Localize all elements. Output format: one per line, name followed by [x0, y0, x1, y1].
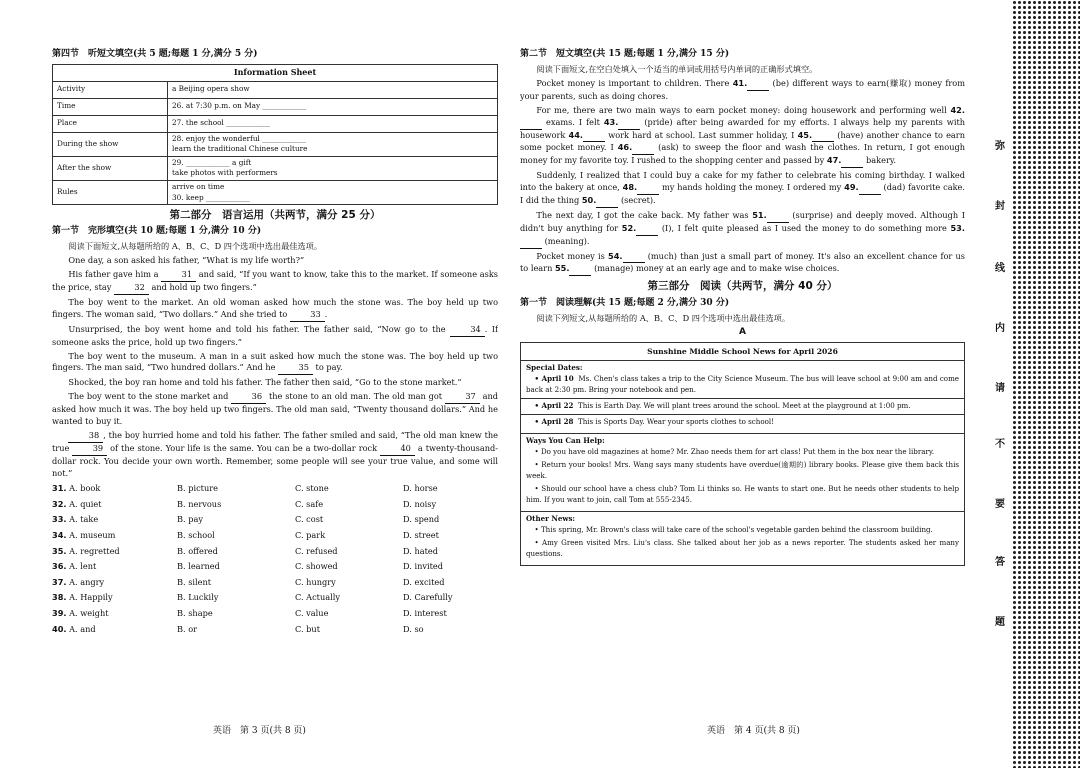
option-a: [52, 591, 177, 607]
blank-number: 41.: [732, 77, 748, 88]
option-row: [52, 513, 498, 529]
blank-number: 53.: [950, 222, 965, 233]
option-row: [52, 481, 498, 497]
question-number: 31.: [52, 483, 67, 494]
option-a-text: A. and: [69, 623, 96, 634]
passage-paragraph: [520, 105, 965, 168]
news-box: [520, 342, 965, 567]
passage-text: Pocket money is: [536, 250, 609, 261]
option-a: [52, 575, 177, 591]
option-b: B. Luckily: [177, 592, 219, 603]
reading-section-title: 第一节 阅读理解(共 15 题;每题 2 分,满分 30 分): [520, 297, 730, 308]
blank-number: 52.: [621, 222, 637, 233]
blank-number: 50.: [581, 194, 597, 205]
page-footer-left: 英语 第 3 页(共 8 页): [213, 726, 306, 736]
cloze-blank: 34: [450, 324, 485, 337]
passage-text: (manage) money at an early age and to make wise choices.: [591, 263, 840, 274]
story-text: The boy went to the stone market and: [68, 391, 232, 402]
sheet-value: [168, 180, 498, 204]
other-news-heading: Other News:: [526, 513, 576, 523]
sheet-line: take photos with performers: [172, 168, 278, 178]
option-a-text: A. weight: [69, 608, 109, 618]
ways-to-help: [521, 434, 964, 512]
story-paragraph: [52, 297, 498, 322]
option-a: [52, 559, 177, 575]
fill-blank: [859, 182, 881, 195]
passage-text: (have) another chance to earn some pocket money. I: [520, 129, 965, 153]
dot-pattern-margin: [1012, 0, 1080, 768]
blank-number: 45.: [797, 129, 813, 140]
seal-line-char: 要: [995, 499, 1005, 510]
story-text: His father gave him a: [68, 269, 162, 280]
option-c: C. Actually: [295, 592, 340, 603]
fill-blank: [767, 210, 789, 223]
sheet-label: Place: [53, 115, 168, 132]
option-c: C. hungry: [295, 576, 336, 587]
date-text: Ms. Chen's class takes a trip to the City Science Museum. The bus will leave school at 9:00 am and come back at 2:30 pm. Bring your notebook and pen.: [526, 373, 960, 394]
option-a: [52, 497, 177, 513]
option-d: D. invited: [403, 561, 443, 572]
option-c: C. stone: [295, 483, 329, 494]
option-d: D. Carefully: [403, 592, 453, 603]
story-paragraph: [52, 255, 498, 267]
other-news: [521, 512, 964, 565]
fill-blank: [520, 236, 542, 249]
passage-text: Pocket money is important to children. There: [536, 77, 733, 88]
fill-blank: [583, 130, 605, 143]
story-text: Unsurprised, the boy went home and told his father. The father said, “Now go to the: [68, 323, 450, 334]
option-d: D. interest: [403, 608, 447, 618]
story-text: , the boy hurried home and told his father. The father smiled and said, “The old man knew the true: [52, 429, 498, 453]
passage-text: For me, there are two main ways to earn pocket money: doing housework and performing well: [536, 104, 951, 115]
information-sheet: [52, 64, 498, 205]
sheet-line: 28. enjoy the wonderful ____________: [172, 133, 306, 143]
fill-blank: [596, 195, 618, 208]
passage-paragraph: [520, 78, 965, 103]
cloze-instructions: 阅读下面短文,从每题所给的 A、B、C、D 四个选项中选出最佳选项。: [68, 241, 323, 252]
blank-number: 42.: [950, 104, 965, 115]
date-text: This is Earth Day. We will plant trees around the school. Meet at the playground at 1:00 pm.: [577, 400, 911, 410]
sheet-label: After the show: [53, 156, 168, 180]
sheet-value: [168, 132, 498, 156]
fill-section-title: 第二节 短文填空(共 15 题;每题 1 分,满分 15 分): [520, 49, 730, 59]
option-a-text: A. angry: [69, 576, 105, 587]
seal-line-char: 封: [995, 201, 1005, 212]
cloze-blank: 39: [72, 443, 107, 456]
option-b: B. offered: [177, 545, 218, 556]
blank-number: 47.: [826, 155, 842, 166]
passage-text: my hands holding the money. I ordered my: [659, 182, 845, 193]
fill-blank: [636, 223, 658, 236]
question-number: 33.: [52, 514, 67, 525]
fill-blank: [520, 117, 542, 130]
passage-text: (dad) favorite cake. I did the thing: [520, 182, 965, 205]
blank-number: 46.: [617, 142, 633, 153]
special-dates: [521, 361, 964, 434]
sheet-row: [53, 180, 498, 204]
sheet-value: [168, 156, 498, 180]
question-number: 37.: [52, 576, 67, 587]
sheet-line: 29. ____________ a gift: [172, 157, 252, 167]
story-paragraph: [52, 430, 498, 480]
passage-label: A: [739, 327, 746, 338]
passage-paragraph: [520, 251, 965, 277]
passage-text: (secret).: [618, 194, 656, 205]
option-row: [52, 497, 498, 513]
sheet-label: Time: [53, 98, 168, 115]
fill-blank: [632, 142, 654, 155]
option-c: C. park: [295, 530, 326, 541]
option-row: [52, 544, 498, 560]
fill-passage: [520, 78, 965, 276]
story-text: The boy went to the market. An old woman asked how much the stone was. The boy held up two fingers. The woman said, “Two dollars.” And she tried to: [52, 296, 498, 319]
passage-text: exams. I felt: [542, 116, 604, 127]
cloze-blank: 36: [231, 391, 266, 404]
sheet-line: 27. the school ____________: [172, 118, 270, 128]
sheet-line: learn the traditional Chinese culture: [172, 144, 308, 154]
passage-text: Suddenly, I realized that I could buy a cake for my father to celebrate his coming birthday. I walked into the bakery at once,: [520, 170, 965, 193]
blank-number: 54.: [608, 250, 623, 261]
cloze-blank: 31: [161, 269, 196, 282]
option-b: B. silent: [177, 576, 212, 587]
passage-text: bakery.: [863, 155, 896, 166]
seal-line-char: 线: [995, 263, 1005, 274]
option-a: [52, 528, 177, 544]
passage-text: (ask) to sweep the floor and wash the clothes. In return, I got enough money for my favorite toy. I rushed to the shopping center and passed by: [520, 142, 965, 166]
option-b: B. shape: [177, 608, 213, 618]
seal-line-char: 题: [995, 617, 1005, 628]
story-text: . If someone asks the price, hold up two fingers.”: [52, 323, 498, 347]
seal-line-char: 内: [995, 323, 1005, 334]
option-a-text: A. Happily: [69, 592, 113, 603]
option-a-text: A. museum: [69, 530, 116, 541]
option-c: C. cost: [295, 514, 324, 525]
date-text: This is Sports Day. Wear your sports clothes to school!: [577, 416, 775, 426]
sheet-title: Information Sheet: [53, 65, 498, 82]
option-c: C. but: [295, 623, 320, 634]
option-b: B. learned: [177, 561, 220, 572]
page-footer-right: 英语 第 4 页(共 8 页): [707, 726, 800, 736]
fill-blank: [841, 155, 863, 168]
right-page: [520, 46, 965, 566]
sheet-row: [53, 132, 498, 156]
story-text: One day, a son asked his father, “What is my life worth?”: [68, 255, 305, 266]
seal-line-char: 不: [995, 439, 1005, 450]
story-text: Shocked, the boy ran home and told his father. The father then said, “Go to the stone market.”: [68, 377, 462, 388]
story-text: and said, “If you want to know, take this to the market. If someone asks the price, stay: [52, 269, 498, 293]
sheet-line: 26. at 7:30 p.m. on May ____________: [172, 101, 307, 111]
option-a-text: A. lent: [69, 561, 97, 572]
passage-paragraph: [520, 170, 965, 208]
date-label: • April 10: [534, 373, 574, 383]
help-item: • Do you have old magazines at home? Mr. Zhao needs them for art class! Put them in the box near the library.: [534, 447, 935, 456]
sheet-row: [53, 156, 498, 180]
cloze-story: [52, 255, 498, 479]
option-d: D. spend: [403, 514, 440, 525]
passage-text: (much) than just a small part of money. It's also an excellent chance for us to learn: [520, 250, 965, 274]
section4-title: 第四节 听短文填空(共 5 题;每题 1 分,满分 5 分): [52, 49, 258, 59]
option-c: C. showed: [295, 561, 338, 572]
special-date-item: [521, 414, 964, 428]
ways-to-help-heading: Ways You Can Help:: [526, 435, 605, 445]
passage-text: (meaning).: [542, 235, 590, 246]
special-date-item: [526, 374, 959, 396]
special-date-item: [521, 398, 964, 412]
story-paragraph: [52, 324, 498, 349]
story-text: and asked how much it was. The boy held up two fingers. The old man said, “Twenty thousand dollars.” And he wanted to buy it.: [52, 391, 498, 426]
option-d: D. noisy: [403, 498, 437, 509]
sheet-value: [168, 98, 498, 115]
option-b: B. pay: [177, 514, 203, 525]
option-a-text: A. take: [69, 514, 99, 525]
sheet-row: [53, 115, 498, 132]
fill-instructions: 阅读下面短文,在空白处填入一个适当的单词或用括号内单词的正确形式填空。: [536, 64, 818, 75]
option-d: D. street: [403, 530, 439, 541]
question-number: 39.: [52, 608, 67, 618]
option-b: B. picture: [177, 483, 218, 494]
option-a: [52, 481, 177, 497]
option-c: C. safe: [295, 498, 324, 509]
option-a-text: A. regretted: [69, 545, 120, 556]
option-b: B. nervous: [177, 498, 222, 509]
sheet-row: [53, 98, 498, 115]
blank-number: 55.: [554, 263, 570, 274]
story-text: of the stone. Your life is the same. You can be a two-dollar rock: [107, 442, 381, 453]
cloze-section-title: 第一节 完形填空(共 10 题;每题 1 分,满分 10 分): [52, 226, 262, 237]
option-row: [52, 559, 498, 575]
fill-blank: [747, 78, 769, 91]
option-a: [52, 513, 177, 529]
option-b: B. or: [177, 623, 198, 634]
story-text: the stone to an old man. The old man got: [266, 391, 445, 402]
cloze-blank: 38: [68, 430, 103, 443]
story-text: .: [324, 308, 328, 319]
option-a: [52, 606, 177, 622]
option-row: [52, 622, 498, 638]
option-a: [52, 544, 177, 560]
question-number: 36.: [52, 561, 67, 572]
option-d: D. horse: [403, 483, 438, 494]
option-c: C. refused: [295, 545, 338, 556]
story-text: a twenty-thousand-dollar rock. You decide your own worth. Remember, some people will see your true value, and some will not.”: [52, 442, 498, 478]
seal-line-char: 答: [995, 557, 1005, 568]
part2-title: 第二部分 语言运用（共两节，满分 25 分）: [169, 209, 381, 222]
option-b: B. school: [177, 530, 215, 541]
question-number: 32.: [52, 498, 67, 509]
question-number: 38.: [52, 592, 67, 603]
passage-text: The next day, I got the cake back. My father was: [536, 209, 753, 220]
option-row: [52, 591, 498, 607]
sheet-line: 30. keep ____________: [172, 192, 250, 202]
part3-title: 第三部分 阅读（共两节，满分 40 分）: [647, 280, 838, 293]
story-paragraph: [52, 269, 498, 295]
option-d: D. excited: [403, 576, 445, 587]
sheet-value: [168, 115, 498, 132]
reading-instructions: 阅读下列短文,从每题所给的 A、B、C、D 四个选项中选出最佳选项。: [536, 312, 791, 323]
left-page: [52, 46, 498, 637]
fill-blank: [812, 130, 834, 143]
option-d: D. hated: [403, 545, 439, 556]
option-row: [52, 528, 498, 544]
seal-line-char: 弥: [995, 141, 1005, 152]
option-row: [52, 575, 498, 591]
date-label: • April 28: [534, 416, 574, 426]
story-text: and hold up two fingers.”: [148, 282, 257, 293]
passage-text: work hard at school. Last summer holiday, I: [605, 129, 798, 140]
blank-number: 49.: [844, 182, 859, 193]
option-c: C. value: [295, 608, 329, 618]
sheet-label: During the show: [53, 132, 168, 156]
question-number: 34.: [52, 530, 67, 541]
cloze-options: [52, 481, 498, 637]
passage-text: (pride) after being awarded for my efforts. I always help my parents with housework: [520, 116, 965, 140]
sheet-line: a Beijing opera show: [172, 84, 250, 94]
cloze-blank: 40: [380, 443, 415, 456]
date-label: • April 22: [534, 400, 574, 410]
story-paragraph: [52, 351, 498, 376]
other-news-item: • This spring, Mr. Brown's class will take care of the school's vegetable garden behind the classroom building.: [534, 525, 933, 535]
fill-blank: [637, 182, 659, 195]
story-text: to pay.: [312, 362, 343, 373]
fill-blank: [623, 251, 645, 264]
passage-text: (be) different ways to earn(赚取) money from your parents, such as doing chores.: [520, 77, 965, 101]
cloze-blank: 37: [445, 391, 480, 404]
blank-number: 43.: [603, 116, 619, 127]
sheet-row: [53, 81, 498, 98]
help-item: • Should our school have a chess club? Tom Li thinks so. He wants to start one. But he needs other students to help him. If you want to join, call Tom at 555-2345.: [526, 483, 959, 504]
fill-blank: [618, 117, 640, 130]
special-dates-heading: Special Dates:: [526, 362, 583, 372]
cloze-blank: 35: [278, 362, 313, 375]
fill-blank: [569, 263, 591, 276]
seal-line-char: 请: [995, 383, 1005, 394]
help-item: • Return your books! Mrs. Wang says many students have overdue(逾期的) library books. Please give them back this week.: [526, 459, 959, 480]
blank-number: 51.: [752, 209, 767, 220]
sheet-label: Activity: [53, 81, 168, 98]
option-a: [52, 622, 177, 638]
option-d: D. so: [403, 623, 424, 634]
passage-text: (surprise) and deeply moved. Although I didn't buy anything for: [520, 209, 965, 233]
sheet-value: [168, 81, 498, 98]
option-row: [52, 606, 498, 622]
passage-text: (I), I felt quite pleased as I used the money to do something more: [658, 222, 951, 233]
story-text: The boy went to the museum. A man in a suit asked how much the stone was. The boy held up two fingers. The man said, “Two hundred dollars.” And he: [52, 350, 498, 373]
passage-paragraph: [520, 210, 965, 249]
question-number: 40.: [52, 623, 67, 634]
news-title: Sunshine Middle School News for April 2026: [521, 343, 964, 361]
cloze-blank: 33: [290, 309, 325, 322]
story-paragraph: [52, 377, 498, 389]
sheet-line: arrive on time: [172, 181, 225, 191]
sheet-label: Rules: [53, 180, 168, 204]
blank-number: 48.: [622, 182, 638, 193]
option-a-text: A. quiet: [69, 498, 102, 509]
other-news-item: • Amy Green visited Mrs. Liu's class. She talked about her job as a news reporter. The students asked her many questions.: [526, 538, 959, 559]
option-a-text: A. book: [69, 483, 101, 494]
question-number: 35.: [52, 545, 67, 556]
story-paragraph: [52, 391, 498, 428]
blank-number: 44.: [568, 129, 584, 140]
cloze-blank: 32: [114, 282, 149, 295]
